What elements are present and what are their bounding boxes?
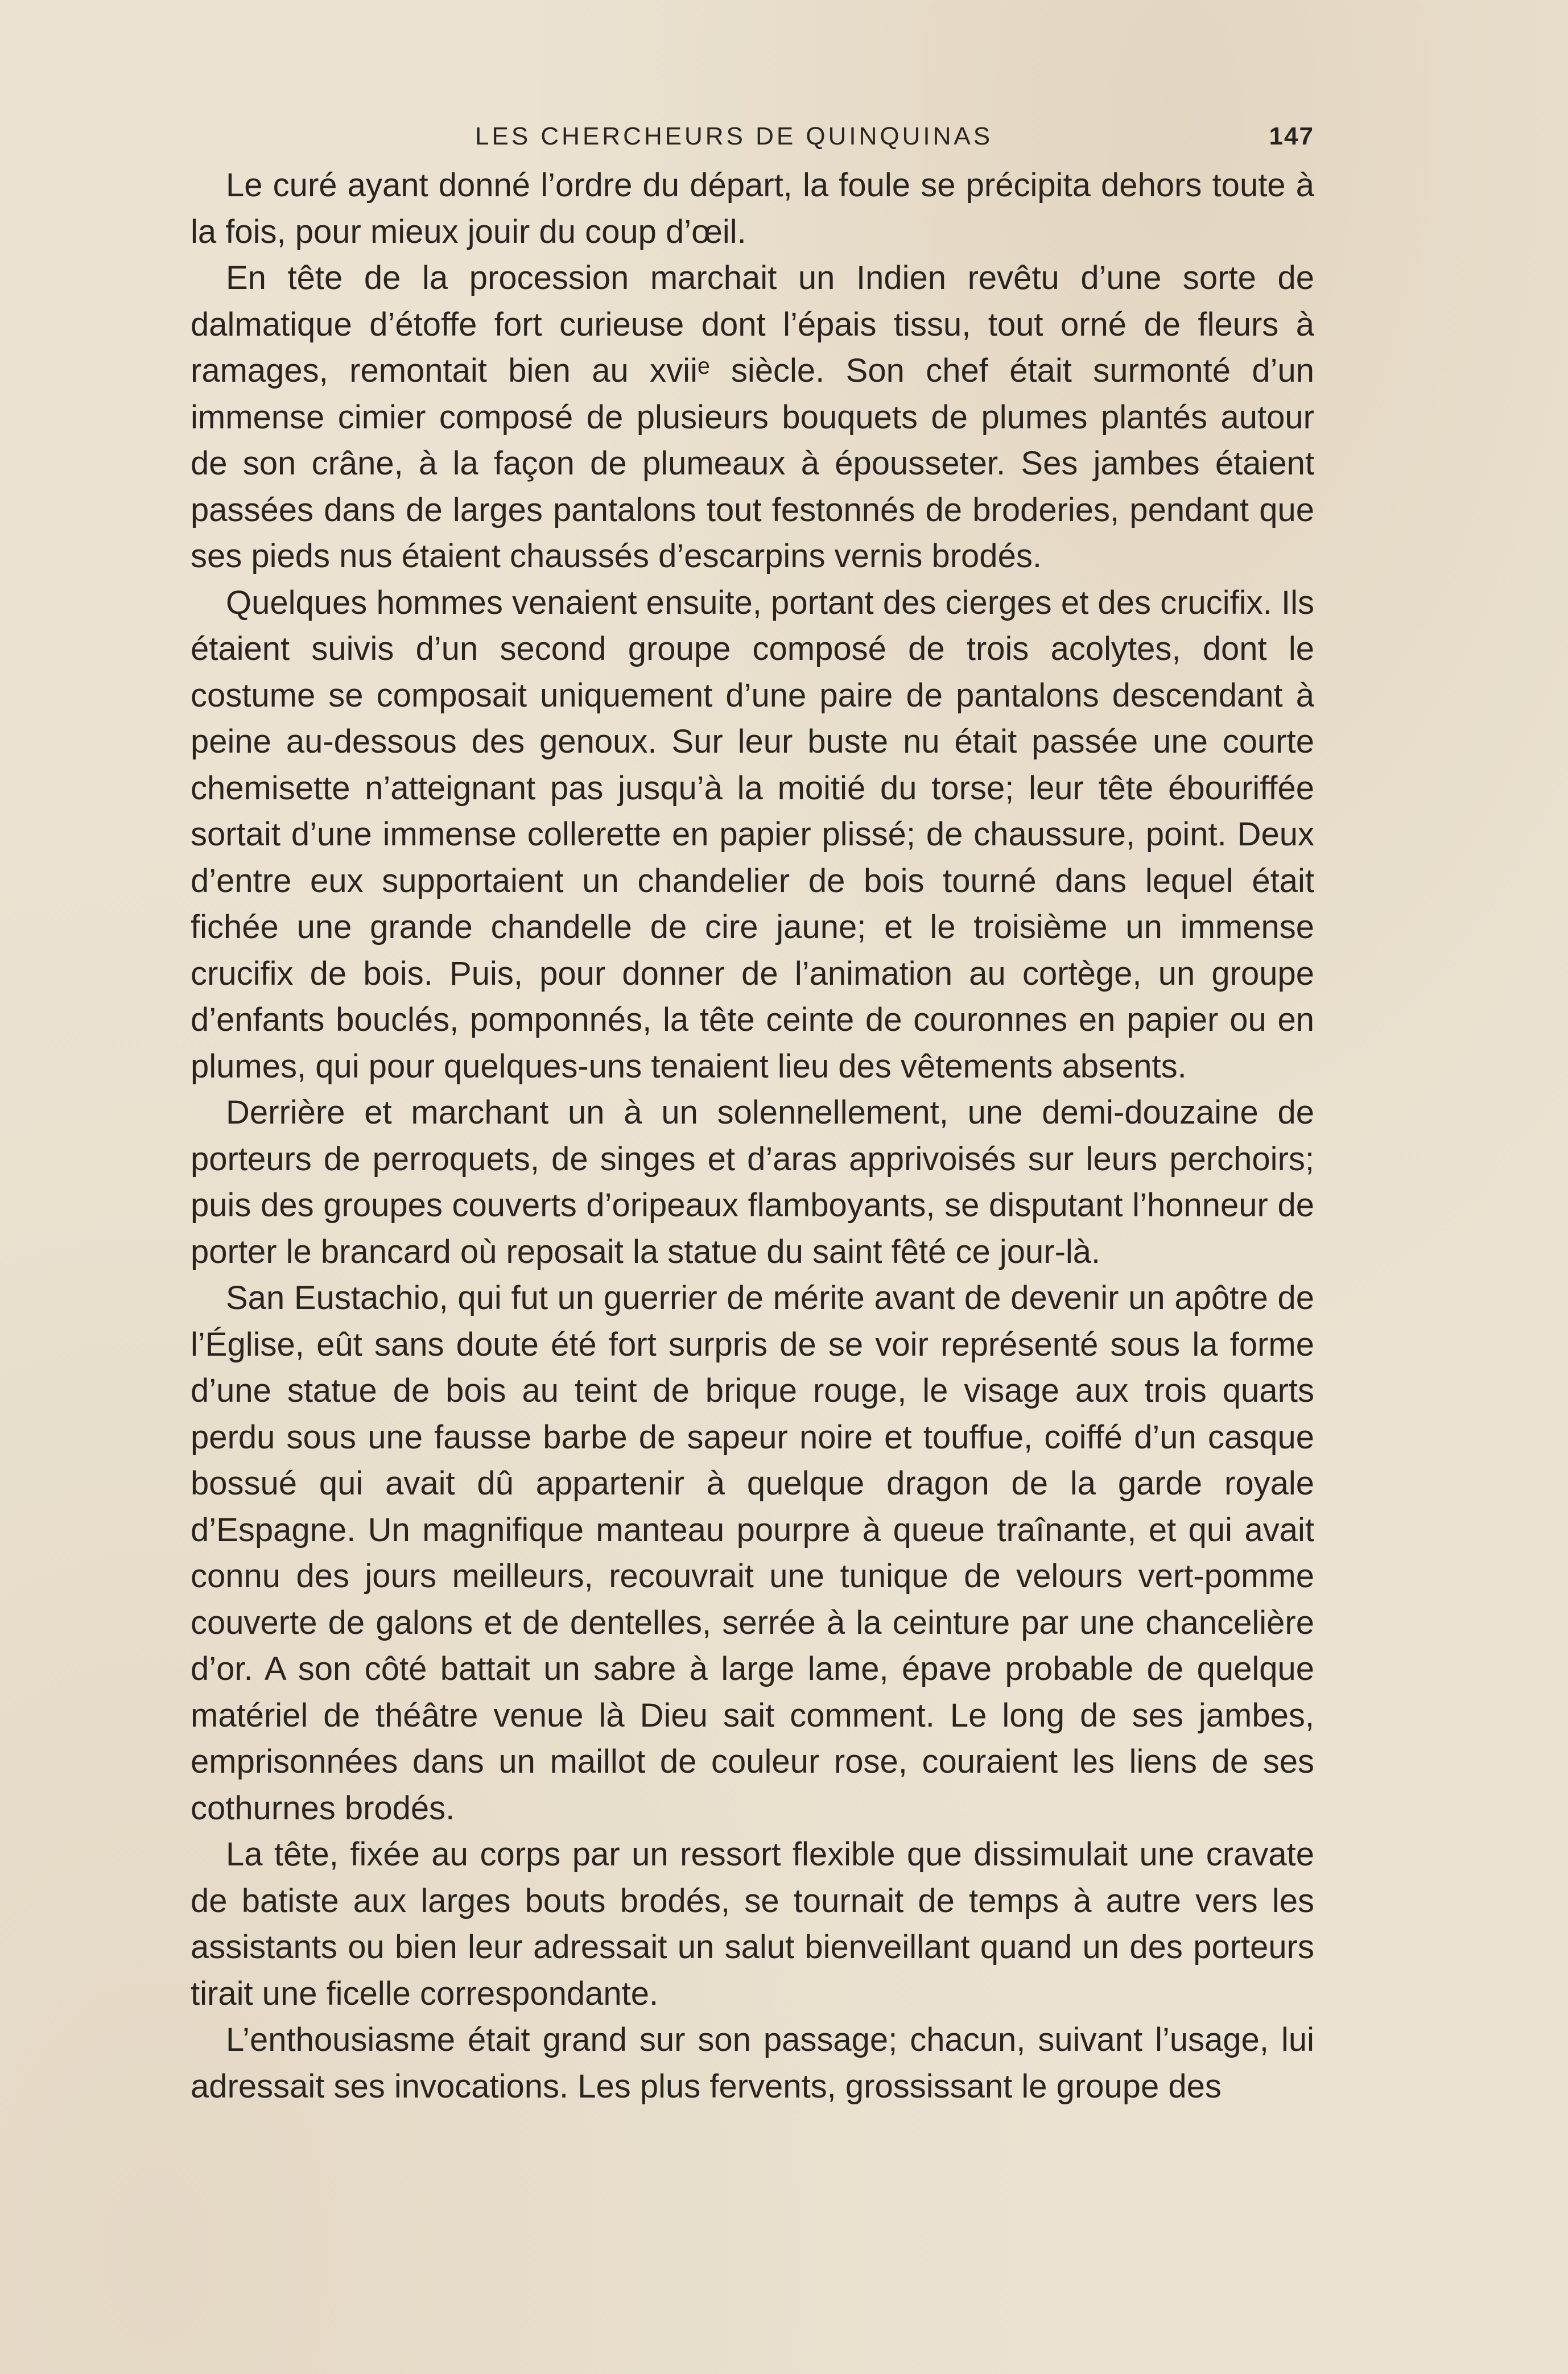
paragraph: La tête, fixée au corps par un ressort flexible que dissimulait une cravate de batiste aux larges bouts brodés, se tournait de temps à autre vers les assistants ou bien leur adressait un salut bienveillant quand un des porteurs tirait une ficelle correspondante. <box>191 1836 1314 2012</box>
page-header <box>191 111 1314 162</box>
paragraph: Le curé ayant donné l’ordre du départ, la foule se précipita dehors toute à la fois, pour mieux jouir du coup d’œil. <box>191 167 1314 250</box>
page-number: 147 <box>1269 122 1314 150</box>
running-title: LES CHERCHEURS DE QUINQUINAS <box>475 122 993 150</box>
paragraph: Quelques hommes venaient ensuite, portant des cierges et des crucifix. Ils étaient suivis d’un second groupe composé de trois acolytes, dont le costume se composait uniquement d’une paire de pantalons descendant à peine au-dessous des genoux. Sur leur buste nu était passée une courte chemisette n’atteignant pas jusqu’à la moitié du torse; leur tête ébouriffée sortait d’une immense collerette en papier plissé; de chaussure, point. Deux d’entre eux supportaient un chandelier de bois tourné dans lequel était fichée une grande chandelle de cire jaune; et le troisième un immense crucifix de bois. Puis, pour donner de l’animation au cortège, un groupe d’enfants bouclés, pomponnés, la tête ceinte de couronnes en papier ou en plumes, qui pour quelques-uns tenaient lieu des vêtements absents. <box>191 584 1314 1085</box>
paragraph: Derrière et marchant un à un solennellement, une demi-douzaine de porteurs de perroquets, de singes et d’aras apprivoisés sur leurs perchoirs; puis des groupes couverts d’oripeaux flamboyants, se disputant l’honneur de porter le brancard où reposait la statue du saint fêté ce jour-là. <box>191 1094 1314 1270</box>
body-text <box>191 162 1314 2109</box>
paragraph: San Eustachio, qui fut un guerrier de mérite avant de devenir un apôtre de l’Église, eût sans doute été fort surpris de se voir représenté sous la forme d’une statue de bois au teint de brique rouge, le visage aux trois quarts perdu sous une fausse barbe de sapeur noire et touffue, coiffé d’un casque bossué qui avait dû appartenir à quelque dragon de la garde royale d’Espagne. Un magnifique manteau pourpre à queue traînante, et qui avait connu des jours meilleurs, recouvrait une tunique de velours vert-pomme couverte de galons et de dentelles, serrée à la ceinture par une chancelière d’or. A son côté battait un sabre à large lame, épave probable de quelque matériel de théâtre venue là Dieu sait comment. Le long de ses jambes, emprisonnées dans un maillot de couleur rose, couraient les liens de ses cothurnes brodés. <box>191 1279 1314 1827</box>
book-page <box>191 111 1314 2109</box>
paragraph: L’enthousiasme était grand sur son passage; chacun, suivant l’usage, lui adressait ses invocations. Les plus fervents, grossissant le groupe des <box>191 2021 1314 2105</box>
paragraph: En tête de la procession marchait un Indien revêtu d’une sorte de dalmatique d’étoffe fort curieuse dont l’épais tissu, tout orné de fleurs à ramages, remontait bien au xviiᵉ siècle. Son chef était surmonté d’un immense cimier composé de plusieurs bouquets de plumes plantés autour de son crâne, à la façon de plumeaux à épousseter. Ses jambes étaient passées dans de larges pantalons tout festonnés de broderies, pendant que ses pieds nus étaient chaussés d’escarpins vernis brodés. <box>191 259 1314 575</box>
